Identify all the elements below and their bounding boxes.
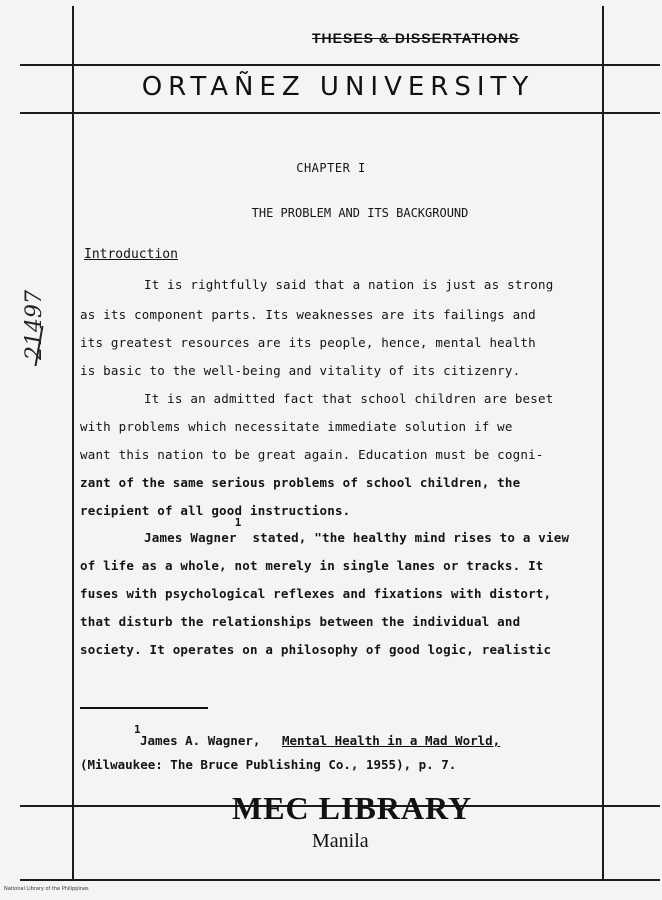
margin-accession-number: 21497	[22, 290, 47, 360]
section-heading: Introduction	[84, 247, 178, 262]
text-line: It is an admitted fact that school children are beset	[144, 391, 554, 406]
text-line	[144, 516, 570, 545]
theses-stamp: THESES & DISSERTATIONS	[312, 30, 520, 46]
library-stamp-city: Manila	[312, 830, 369, 852]
footnote-rule	[80, 707, 208, 709]
text-line: that disturb the relationships between the individual and	[80, 614, 521, 629]
header-rule-top	[20, 64, 660, 66]
archive-footer: National Library of the Philippines	[4, 886, 89, 892]
footnote-author: James A. Wagner,	[140, 733, 261, 748]
chapter-subtitle: THE PROBLEM AND ITS BACKGROUND	[251, 206, 469, 220]
text-line: as its component parts. Its weaknesses are its failings and	[80, 307, 536, 322]
university-name: ORTAÑEZ UNIVERSITY	[141, 72, 535, 102]
text-line: zant of the same serious problems of school children, the	[80, 475, 521, 490]
text-line: with problems which necessitate immediate solution if we	[80, 419, 513, 434]
text-line: society. It operates on a philosophy of good logic, realistic	[80, 642, 552, 657]
text-line: fuses with psychological reflexes and fixations with distort,	[80, 586, 552, 601]
text-line: want this nation to be great again. Education must be cogni-	[80, 447, 544, 462]
footnote-ref: 1	[234, 516, 242, 529]
citation-author: James Wagner	[144, 530, 237, 545]
footnote-number: 1	[134, 723, 141, 736]
left-margin-line	[72, 6, 74, 880]
text-line: of life as a whole, not merely in single lanes or tracks. It	[80, 558, 544, 573]
library-stamp: MEC LIBRARY	[232, 790, 473, 826]
text-line: its greatest resources are its people, hence, mental health	[80, 335, 536, 350]
text-line: recipient of all good instructions.	[80, 503, 351, 518]
right-margin-line	[602, 6, 604, 880]
handwritten-initials	[34, 326, 69, 366]
footer-rule-2	[20, 879, 660, 881]
footnote-title: Mental Health in a Mad World,	[281, 733, 501, 748]
footnote-line-1	[134, 723, 501, 748]
citation-text: stated, "the healthy mind rises to a view	[244, 530, 570, 545]
header-rule-bottom	[20, 112, 660, 114]
footnote-publisher: (Milwaukee: The Bruce Publishing Co., 1955), p. 7.	[80, 757, 457, 772]
text-line: is basic to the well-being and vitality of its citizenry.	[80, 363, 521, 378]
text-line: It is rightfully said that a nation is just as strong	[144, 277, 554, 292]
chapter-title: CHAPTER I	[296, 161, 366, 175]
